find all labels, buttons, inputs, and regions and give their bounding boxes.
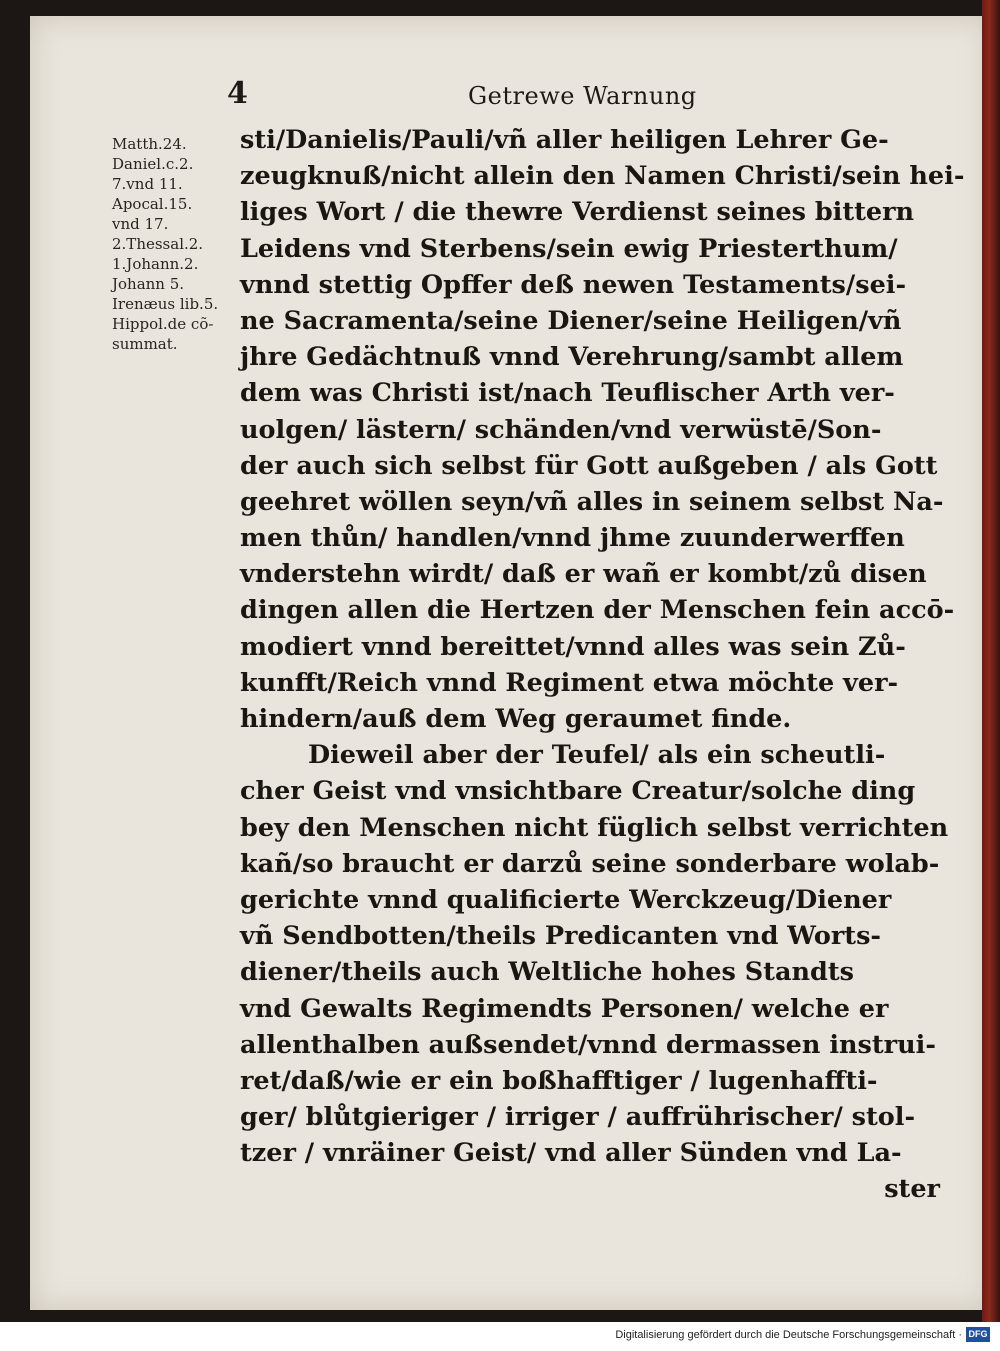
- book-page: [30, 16, 990, 1310]
- text-line: vnderstehn wirdt/ daß er wañ er kombt/zů disen: [240, 559, 927, 590]
- text-line: hindern/auß dem Weg geraumet finde.: [240, 704, 792, 734]
- text-line: geehret wöllen seyn/vñ alles in seinem selbst Na-: [240, 486, 944, 517]
- text-line: jhre Gedächtnuß vnnd Verehrung/sambt allem: [240, 342, 904, 373]
- running-head: Getrewe Warnung: [468, 82, 697, 110]
- page-number: 4: [227, 76, 248, 111]
- text-line: der auch sich selbst für Gott außgeben / als Gott: [240, 450, 938, 481]
- text-line: dem was Christi ist/nach Teuflischer Arth ver-: [240, 378, 895, 409]
- text-line: allenthalben außsendet/vnnd dermassen instrui-: [240, 1029, 936, 1060]
- margin-note: 1.Johann.2.: [112, 255, 199, 273]
- text-line: Leidens vnd Sterbens/sein ewig Priesterthum/: [240, 233, 898, 264]
- footer: [0, 1322, 1000, 1351]
- catchword: ster: [884, 1174, 940, 1205]
- margin-note: Matth.24.: [112, 135, 187, 153]
- margin-note: summat.: [112, 335, 178, 353]
- text-line: modiert vnnd bereittet/vnnd alles was sein Zů-: [240, 631, 906, 662]
- text-line: dingen allen die Hertzen der Menschen fein accō-: [240, 595, 955, 626]
- text-line: diener/theils auch Weltliche hohes Standts: [240, 957, 854, 988]
- text-line: vnnd stettig Opffer deß newen Testaments/sei-: [240, 269, 907, 300]
- text-line: vnd Gewalts Regimendts Personen/ welche er: [240, 993, 889, 1024]
- text-line: ger/ blůtgieriger / irriger / auffrührischer/ stol-: [240, 1102, 916, 1133]
- dfg-logo: DFG: [966, 1327, 990, 1342]
- text-line: bey den Menschen nicht füglich selbst verrichten: [240, 812, 949, 843]
- text-line: sti/Danielis/Pauli/vñ aller heiligen Lehrer Ge-: [240, 125, 889, 155]
- text-line: liges Wort / die thewre Verdienst seines bittern: [240, 197, 915, 228]
- funding-credit: Digitalisierung gefördert durch die Deutsche Forschungsgemeinschaft ·: [615, 1329, 962, 1341]
- text-line: gerichte vnnd qualificierte Werckzeug/Diener: [240, 884, 892, 915]
- margin-note: Hippol.de cõ-: [112, 315, 214, 333]
- text-line: kañ/so braucht er darzů seine sonderbare wolab-: [240, 848, 940, 879]
- binding-edge: [982, 0, 1000, 1322]
- margin-note: 2.Thessal.2.: [112, 235, 204, 253]
- margin-note: Johann 5.: [112, 275, 185, 293]
- text-line: tzer / vnräiner Geist/ vnd aller Sünden vnd La-: [240, 1138, 902, 1169]
- text-line: kunfft/Reich vnnd Regiment etwa möchte ver-: [240, 667, 899, 698]
- margin-note: 7.vnd 11.: [112, 175, 183, 193]
- text-line: ne Sacramenta/seine Diener/seine Heiligen/vñ: [240, 305, 902, 336]
- margin-note: Apocal.15.: [112, 195, 193, 213]
- margin-note: Irenæus lib.5.: [112, 295, 219, 313]
- margin-note: vnd 17.: [112, 215, 169, 233]
- text-line: zeugknuß/nicht allein den Namen Christi/sein hei-: [240, 161, 965, 192]
- text-line: men thůn/ handlen/vnnd jhme zuunderwerffen: [240, 523, 905, 554]
- margin-note: Daniel.c.2.: [112, 155, 194, 173]
- body-text: [240, 122, 965, 1208]
- text-line: ret/daß/wie er ein boßhafftiger / lugenhaffti-: [240, 1065, 878, 1096]
- text-line-paragraph-start: Dieweil aber der Teufel/ als ein scheutli-: [308, 740, 886, 771]
- text-line: vñ Sendbotten/theils Predicanten vnd Worts-: [240, 921, 882, 952]
- text-line: uolgen/ lästern/ schänden/vnd verwüstē/Son-: [240, 414, 882, 445]
- text-line: cher Geist vnd vnsichtbare Creatur/solche ding: [240, 776, 916, 807]
